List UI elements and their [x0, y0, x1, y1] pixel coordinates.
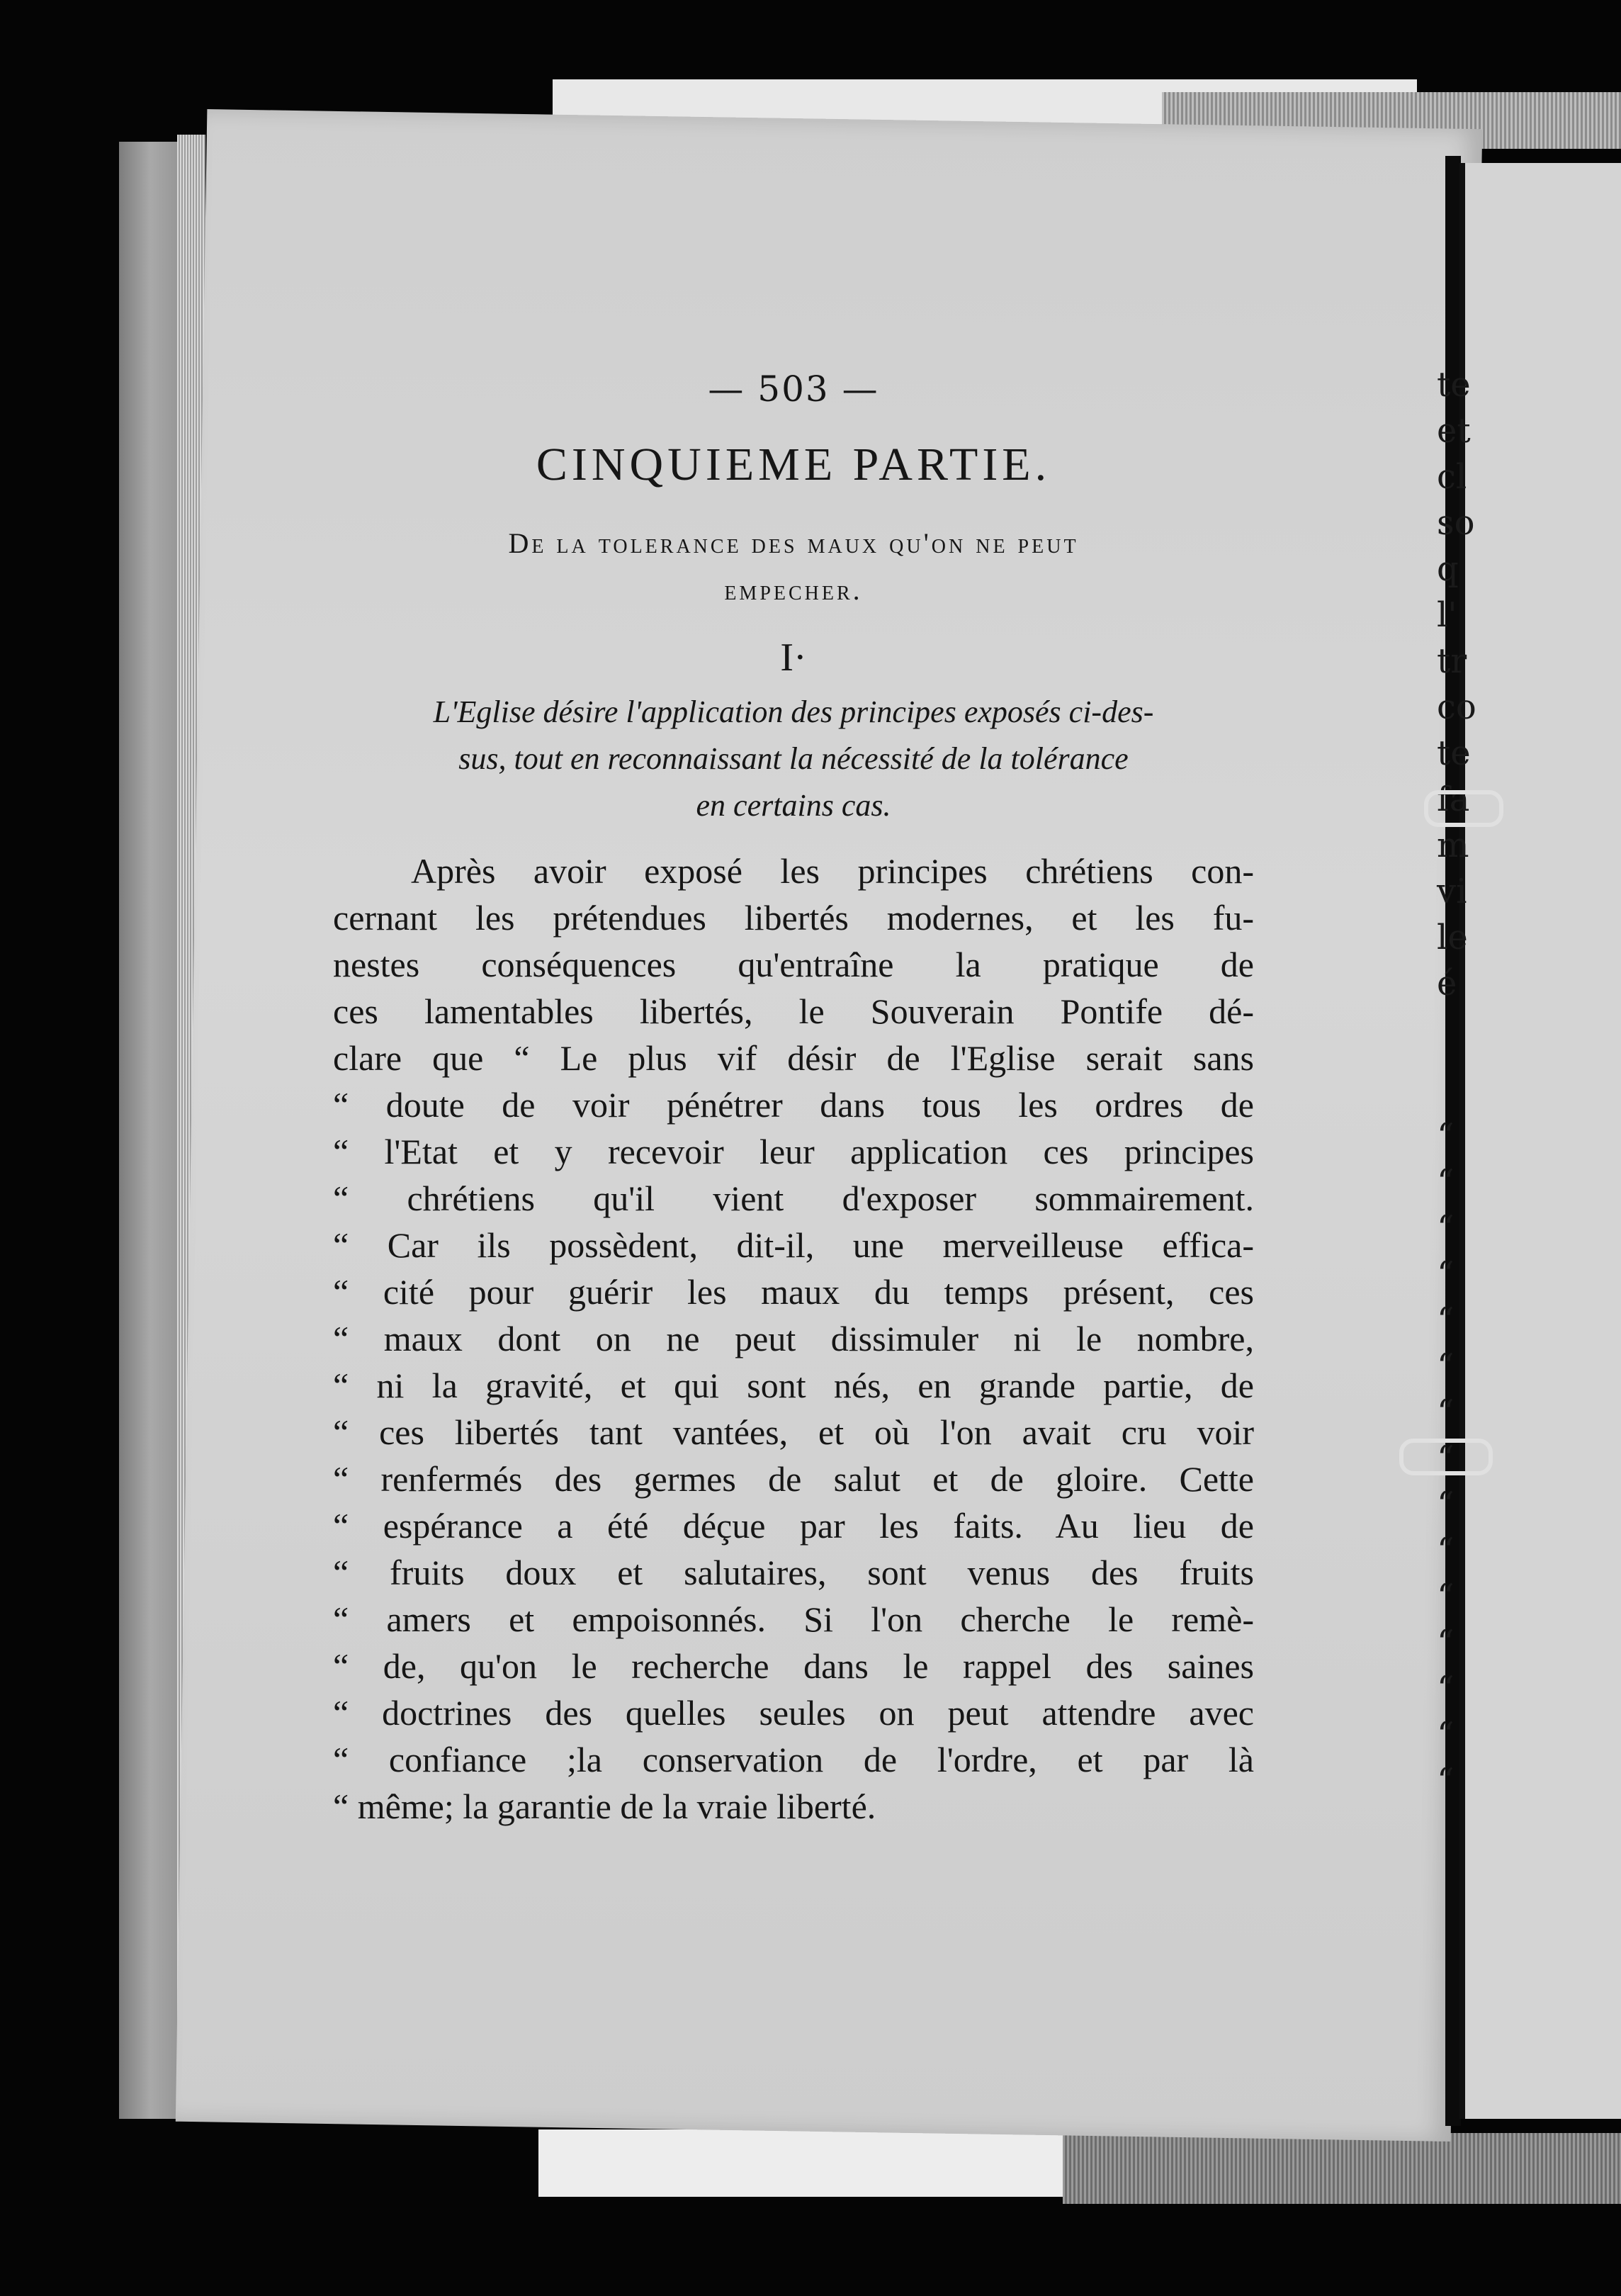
facing-page-fragment: “	[1437, 1392, 1455, 1432]
facing-page-fragment: co	[1437, 687, 1476, 727]
body-line: cernant les prétendues libertés modernes, et les fu-	[333, 898, 1254, 938]
part-title: CINQUIEME PARTIE.	[536, 439, 1051, 490]
facing-page-fragment: “	[1437, 1439, 1455, 1478]
facing-page-fragment: te	[1437, 365, 1471, 405]
facing-page-fragment: q	[1437, 549, 1459, 589]
body-line: “ ces libertés tant vantées, et où l'on avait cru voir	[333, 1412, 1254, 1452]
summary-line: sus, tout en reconnaissant la nécessité de la tolérance	[458, 741, 1129, 776]
body-line: “ même; la garantie de la vraie liberté.	[333, 1786, 876, 1826]
binding-clip-upper	[1424, 790, 1503, 827]
body-line: ces lamentables libertés, le Souverain Pontife dé-	[333, 991, 1254, 1031]
page-number: — 503 —	[708, 368, 879, 410]
body-line: “ l'Etat et y recevoir leur application ces principes	[333, 1132, 1254, 1171]
body-line: “ renfermés des germes de salut et de gloire. Cette	[333, 1459, 1254, 1499]
facing-page-fragment: et	[1437, 411, 1471, 451]
facing-page-fragment: l'	[1437, 595, 1457, 635]
facing-page	[1437, 163, 1621, 2119]
body-line: “ confiance ;la conservation de l'ordre, et par là	[333, 1740, 1254, 1779]
summary-line: en certains cas.	[696, 788, 891, 823]
body-line: clare que “ Le plus vif désir de l'Eglise serait sans	[333, 1038, 1254, 1078]
facing-page-fragment: “	[1437, 1485, 1455, 1524]
facing-page-fragment: “	[1437, 1116, 1455, 1156]
facing-page-fragment: “	[1437, 1669, 1455, 1709]
facing-page-fragment: “	[1437, 1761, 1455, 1801]
next-leaf-bottom-edge	[538, 2129, 1063, 2197]
body-line: “ de, qu'on le recherche dans le rappel des saines	[333, 1646, 1254, 1686]
facing-page-fragment: cl	[1437, 457, 1467, 497]
facing-page-fragment: so	[1437, 503, 1475, 543]
facing-page-fragment: “	[1437, 1254, 1455, 1294]
facing-page-fragment: “	[1437, 1715, 1455, 1755]
facing-page-fragment: “	[1437, 1531, 1455, 1570]
binding-clip-lower	[1399, 1439, 1493, 1475]
body-line: Après avoir exposé les principes chrétiens con-	[411, 851, 1254, 891]
section-summary	[340, 689, 1247, 829]
body-line: “ amers et empoisonnés. Si l'on cherche le remè-	[333, 1599, 1254, 1639]
page-content	[333, 368, 1254, 1830]
body-line: “ Car ils possèdent, dit-il, une merveilleuse effica-	[333, 1225, 1254, 1265]
body-line: “ cité pour guérir les maux du temps présent, ces	[333, 1272, 1254, 1312]
facing-page-fragment: vi	[1437, 872, 1467, 911]
facing-page-fragment: m	[1437, 826, 1469, 865]
section-title	[375, 520, 1211, 614]
section-title-line: De la tolerance des maux qu'on ne peut	[508, 527, 1079, 559]
summary-line: L'Eglise désire l'application des principes exposés ci-des-	[433, 694, 1154, 729]
facing-page-fragment: “	[1437, 1623, 1455, 1662]
facing-page-fragment: le	[1437, 918, 1468, 957]
body-line: “ espérance a été déçue par les faits. Au lieu de	[333, 1506, 1254, 1546]
body-line: “ ni la gravité, et qui sont nés, en grande partie, de	[333, 1366, 1254, 1405]
body-line: “ fruits doux et salutaires, sont venus des fruits	[333, 1553, 1254, 1592]
facing-page-fragment: tr	[1437, 641, 1467, 681]
facing-page-fragment: “	[1437, 1208, 1455, 1248]
facing-page-fragment: fa	[1437, 780, 1470, 819]
body-line: “ doute de voir pénétrer dans tous les ordres de	[333, 1085, 1254, 1125]
body-line: nestes conséquences qu'entraîne la pratique de	[333, 945, 1254, 984]
facing-page-fragment: “	[1437, 1346, 1455, 1386]
section-numeral: I·	[780, 636, 807, 680]
facing-page-fragment: “	[1437, 1577, 1455, 1616]
facing-page-fragment: te	[1437, 733, 1471, 773]
body-line: “ chrétiens qu'il vient d'exposer sommairement.	[333, 1178, 1254, 1218]
facing-page-fragment: “	[1437, 1300, 1455, 1340]
body-line: “ doctrines des quelles seules on peut attendre avec	[333, 1693, 1254, 1733]
facing-page-fragment: “	[1437, 1162, 1455, 1202]
book-cloth-bottom	[1063, 2133, 1621, 2204]
body-text	[333, 848, 1254, 1830]
body-line: “ maux dont on ne peut dissimuler ni le nombre,	[333, 1319, 1254, 1358]
facing-page-fragment: é	[1437, 964, 1457, 1003]
section-title-line: empecher.	[724, 574, 863, 606]
